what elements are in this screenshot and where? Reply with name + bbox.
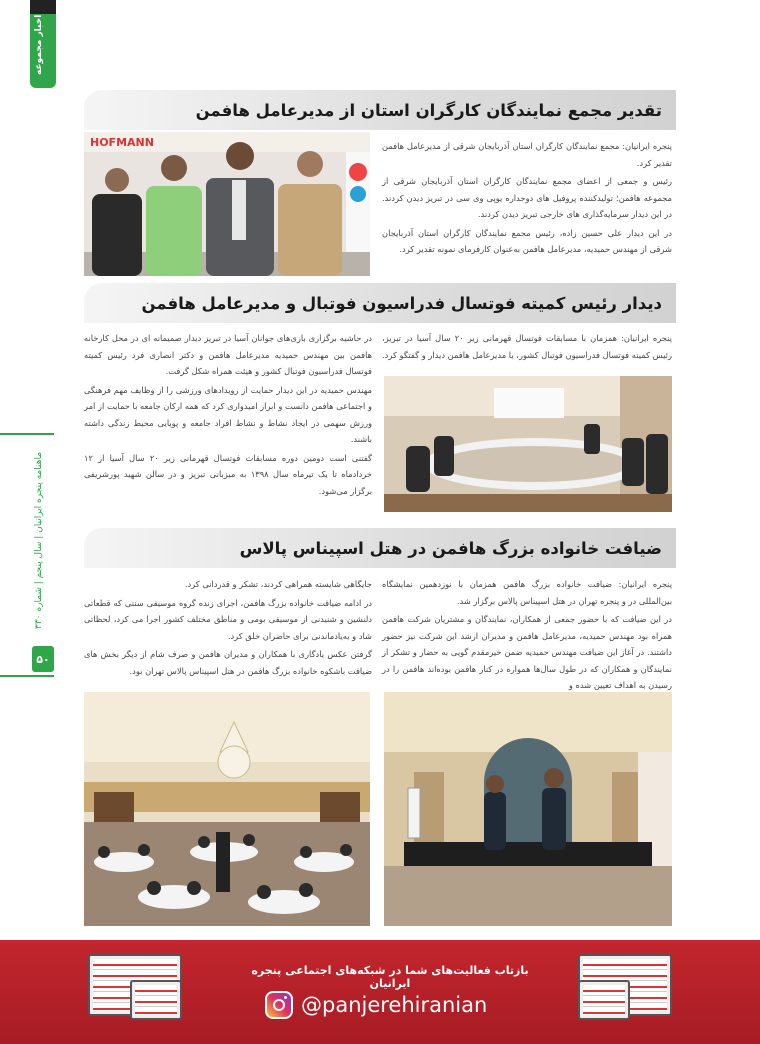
banner-logo-text: HOFMANN xyxy=(90,136,154,149)
article3-paragraph: گرفتن عکس یادگاری با همکاران و مدیران هافمن و صرف شام از دیگر بخش های ضیافت باشکوه خانواده بزرگ هافمن در هتل اسپیناس پالاس تهران بود. xyxy=(84,649,372,676)
section-tab-label: اخبار مجموعه xyxy=(34,14,44,76)
article2-body xyxy=(84,330,372,501)
article1-heading: تقدیر مجمع نمایندگان کارگران استان از مدیرعامل هافمن xyxy=(195,100,662,120)
article3-paragraph: جایگاهی شایسته همراهی کردند، تشکر و قدردانی کرد. xyxy=(184,579,372,589)
article2-heading-bar xyxy=(84,283,676,323)
issue-info-vertical: ماهنامه پنجره ایرانیان | سال پنجم | شماره ۳۳۰ xyxy=(34,451,44,629)
article2-heading: دیدار رئیس کمیته فوتسال فدراسیون فوتبال و مدیرعامل هافمن xyxy=(141,293,662,313)
page-number: ۵۰ xyxy=(32,646,54,672)
article1-paragraph: پنجره ایرانیان: مجمع نمایندگان کارگران استان آذربایجان شرقی از مدیرعامل هافمن تقدیر کرد. xyxy=(382,141,672,168)
article1-paragraph: در این دیدار علی حسین زاده، رئیس مجمع نمایندگان کارگران استان آذربایجان شرقی از مهندس حمیدیه، مدیرعامل هافمن به‌عنوان کارفرمای نمونه تقدیر کرد. xyxy=(382,227,672,254)
article2-intro xyxy=(382,330,672,365)
article2-paragraph: پنجره ایرانیان: همزمان با مسابقات فوتسال قهرمانی زیر ۲۰ سال آسیا در تبریز، رئیس کمیته فوتسال فدراسیون فوتبال کشور، با مدیرعامل هافمن دیدار و گفتگو کرد. xyxy=(382,333,672,360)
article3-heading-bar xyxy=(84,528,676,568)
laptop-mockup-right xyxy=(578,980,630,1020)
article1-photo xyxy=(84,132,370,276)
article2-photo xyxy=(384,376,672,512)
laptop-mockup-left xyxy=(130,980,182,1020)
article3-body-left xyxy=(84,576,372,681)
article3-paragraph: در این ضیافت که با حضور جمعی از همکاران، نمایندگان و مشتریان شرکت هافمن همراه بود مهندس حمیدیه، مدیرعامل هافمن و مدیران ارشد این شرکت نیز حضور داشتند. در آغاز این ضیافت مهندس حمیدیه ضمن خیرمقدم گویی به حضار و تشکر از نمایندگان و همکاران که در طول سال‌ها همواره در کنار هافمن بوده‌اند هافمن را در رسیدن به اهداف تعیین شده و xyxy=(382,614,672,690)
section-tab-cap xyxy=(30,0,56,14)
instagram-handle[interactable] xyxy=(265,988,525,1022)
side-divider-bottom xyxy=(0,675,54,677)
instagram-icon xyxy=(265,991,293,1019)
article2-paragraph: گفتنی است دومین دوره مسابقات فوتسال قهرمانی زیر ۲۰ سال آسیا از ۱۲ خردادماه تا یک تیرماه سال ۱۳۹۸ به میزبانی تبریز و در سالن شهید پورشریفی برگزار می‌شود. xyxy=(84,452,372,496)
article3-photo-stage xyxy=(384,692,672,926)
instagram-handle-text: @panjerehiranian xyxy=(301,993,488,1017)
footer-tagline: بازتاب فعالیت‌های شما در شبکه‌های اجتماعی پنجره ایرانیان xyxy=(251,964,529,990)
article1-paragraph: رئیس و جمعی از اعضای مجمع نمایندگان کارگران استان آذربایجان شرقی از مجموعه هافمن؛ تولیدکننده پروفیل های دوجداره یوپی وی سی در تبریز دیدن کردند. در این دیدار سرمایه‌گذاری های خارجی تبریز دیدن کردند. xyxy=(382,176,672,219)
article3-body-right xyxy=(382,576,672,696)
article1-body xyxy=(382,138,672,260)
article2-paragraph: مهندس حمیدیه در این دیدار حمایت از رویدادهای ورزشی را از وظایف مهم فرهنگی و اجتماعی هافمن دانست و ابراز امیدواری کرد که همه ارکان جامعه با حمایت از امر ورزش سهمی در ایجاد نشاط و نشاط افراد جامعه و پویایی محیط زندگی داشته باشند. xyxy=(84,384,372,444)
article1-heading-bar xyxy=(84,90,676,130)
article3-photo-hall xyxy=(84,692,370,926)
article3-paragraph: پنجره ایرانیان: ضیافت خانواده بزرگ هافمن همزمان با نوزدهمین نمایشگاه بین‌المللی در و پنجره تهران در هتل اسپیناس پالاس برگزار شد. xyxy=(382,579,672,606)
article3-heading: ضیافت خانواده بزرگ هافمن در هتل اسپیناس پالاس xyxy=(239,538,662,558)
article3-paragraph: در ادامه ضیافت خانواده بزرگ هافمن، اجرای زنده گروه موسیقی سنتی که قطعاتی دلنشین و شنیدنی از موسیقی بومی و مناطق مختلف کشور اجرا می کرد، لحظاتی شاد و به‌یادماندنی برای حاضران خلق کرد. xyxy=(84,597,372,641)
article2-paragraph: در حاشیه برگزاری بازی‌های جوانان آسیا در تبریز دیدار صمیمانه ای در محل کارخانه هافمن بین مهندس حمیدیه مدیرعامل هافمن و دکتر انصاری فرد رئیس کمیته فوتسال فدراسیون فوتبال کشور و هیئت همراه شکل گرفت. xyxy=(84,333,372,376)
side-divider-top xyxy=(0,433,54,435)
